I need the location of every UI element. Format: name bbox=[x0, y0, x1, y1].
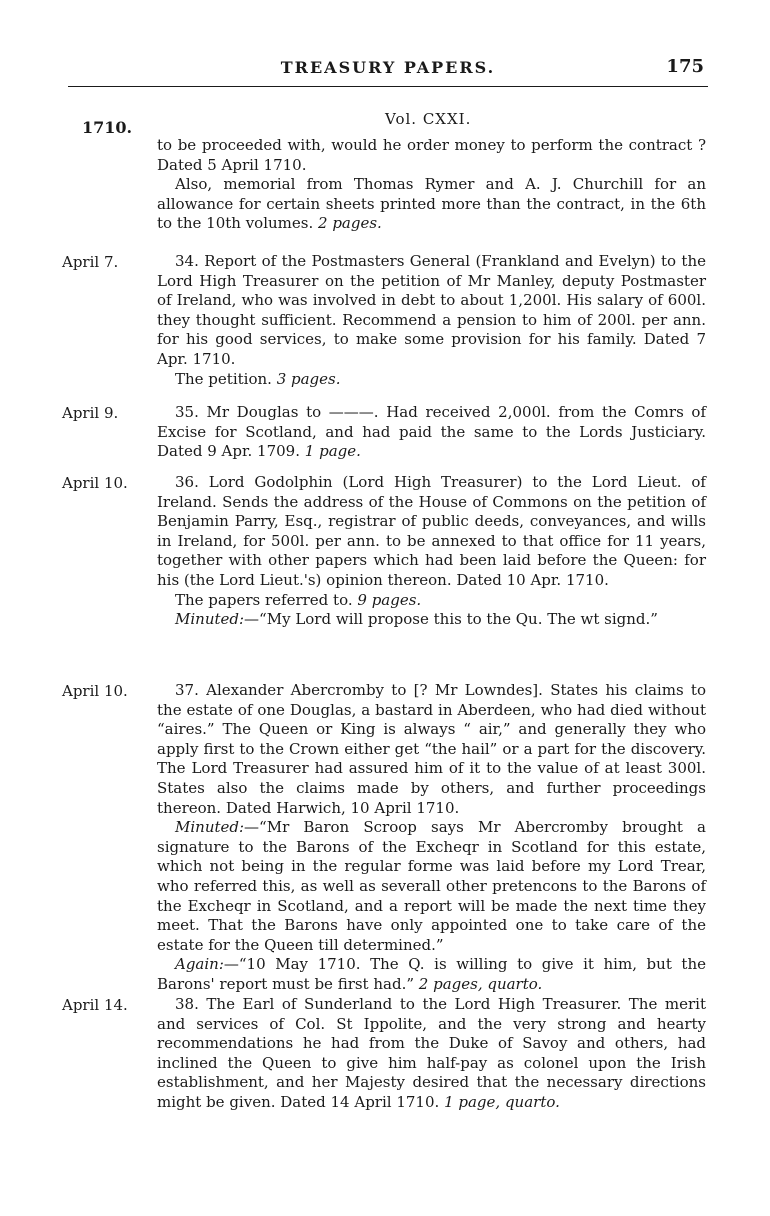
entry-date: April 9. bbox=[62, 404, 119, 422]
entry-pages: 1 page, quarto. bbox=[444, 1092, 560, 1111]
continuation-text: to be proceeded with, would he order money to perform the contract ? Dated 5 April 1710. bbox=[157, 136, 706, 174]
year-label: 1710. bbox=[82, 118, 133, 137]
entry-text-block bbox=[157, 403, 706, 462]
entry-text: 37. Alexander Abercromby to [? Mr Lowndes]. States his claims to the estate of one Douglas, a bastard in Aberdeen, who had died without “aires.” The Queen or King is always “ air,” and generally they who apply first to the Crown either get “the hail” or a part for the discovery. The Lord Treasurer had assured him of it to the value of at least 300l. States also the claims made by others, and further proceedings thereon. Dated Harwich, 10 April 1710. bbox=[157, 681, 706, 817]
entry-date: April 14. bbox=[62, 996, 128, 1014]
entry-text: 36. Lord Godolphin (Lord High Treasurer) to the Lord Lieut. of Ireland. Sends the address of the House of Commons on the petition of Benjamin Parry, Esq., registrar of public deeds, conveyances, and wills in Ireland, for 500l. per ann. to be annexed to that office for 11 years, together with other papers which had been laid before the Queen: for his (the Lord Lieut.'s) opinion thereon. Dated 10 Apr. 1710. bbox=[157, 473, 706, 589]
entry-extra-text: The petition. bbox=[175, 369, 272, 388]
minute-text: —“My Lord will propose this to the Qu. The wt signd.” bbox=[244, 610, 658, 629]
entry-again bbox=[157, 955, 706, 994]
continuation-para bbox=[157, 175, 706, 234]
entry-pages: 9 pages. bbox=[357, 590, 422, 609]
continuation-para-text: Also, memorial from Thomas Rymer and A. J. Churchill for an allowance for certain sheets printed more than the contract, in the 6th to the 10th volumes. bbox=[157, 175, 706, 233]
continuation-pages: 2 pages. bbox=[318, 214, 382, 233]
entry-extra bbox=[157, 591, 706, 611]
entry-date: April 10. bbox=[62, 682, 128, 700]
entry-text-block bbox=[157, 995, 706, 1113]
entry-extra-text: The papers referred to. bbox=[175, 590, 353, 609]
minute-text: —“Mr Baron Scroop says Mr Abercromby brought a signature to the Barons of the Excheqr in Scotland for this estate, which not being in the regular forme was laid before my Lord Trear, who referred this, as well as severall other pretencons to the Barons of the Excheqr in Scotland, and a report will be made the next time they meet. That the Barons have only appointed one to take care of the estate for the Queen till determined.” bbox=[157, 818, 706, 954]
entry-text: 38. The Earl of Sunderland to the Lord High Treasurer. The merit and services of Col. St Ippolite, and the very strong and hearty recommendations he had from the Duke of Savoy and others, had inclined the Queen to give him half-pay as colonel upon the Irish establishment, and her Majesty desired that the necessary directions might be given. Dated 14 April 1710. bbox=[157, 995, 706, 1111]
entry-body bbox=[157, 252, 706, 389]
running-head bbox=[68, 50, 708, 87]
entry-text: 35. Mr Douglas to ———. Had received 2,000l. from the Comrs of Excise for Scotland, and had paid the same to the Lords Justiciary. Dated 9 Apr. 1709. bbox=[157, 403, 706, 461]
entry-body bbox=[157, 995, 706, 1113]
entry-pages: 2 pages, quarto. bbox=[418, 974, 543, 993]
entry-minute bbox=[157, 818, 706, 955]
entry-pages: 3 pages. bbox=[276, 369, 341, 388]
page-number: 175 bbox=[666, 56, 704, 77]
entry-body bbox=[157, 473, 706, 630]
running-title: TREASURY PAPERS. bbox=[280, 58, 496, 77]
entry-body bbox=[157, 681, 706, 995]
entry-body bbox=[157, 403, 706, 462]
entry-pages: 1 page. bbox=[304, 442, 361, 461]
entry-minute bbox=[157, 610, 706, 630]
entry-extra bbox=[157, 370, 706, 390]
entry-date: April 10. bbox=[62, 474, 128, 492]
continuation-body bbox=[157, 136, 706, 234]
again-label: Again: bbox=[175, 955, 224, 974]
again-text: —“10 May 1710. The Q. is willing to give it him, but the Barons' report must be first had.” bbox=[157, 955, 706, 993]
entry-text: 34. Report of the Postmasters General (Frankland and Evelyn) to the Lord High Treasurer on the petition of Mr Manley, deputy Postmaster of Ireland, who was involved in debt to about 1,200l. His salary of 600l. they thought sufficient. Recommend a pension to him of 200l. per ann. for his good services, to make some provision for his family. Dated 7 Apr. 1710. bbox=[157, 252, 706, 368]
entry-date: April 7. bbox=[62, 253, 119, 271]
minute-label: Minuted: bbox=[175, 610, 245, 629]
volume-label: Vol. CXXI. bbox=[385, 110, 472, 128]
minute-label: Minuted: bbox=[175, 818, 245, 837]
